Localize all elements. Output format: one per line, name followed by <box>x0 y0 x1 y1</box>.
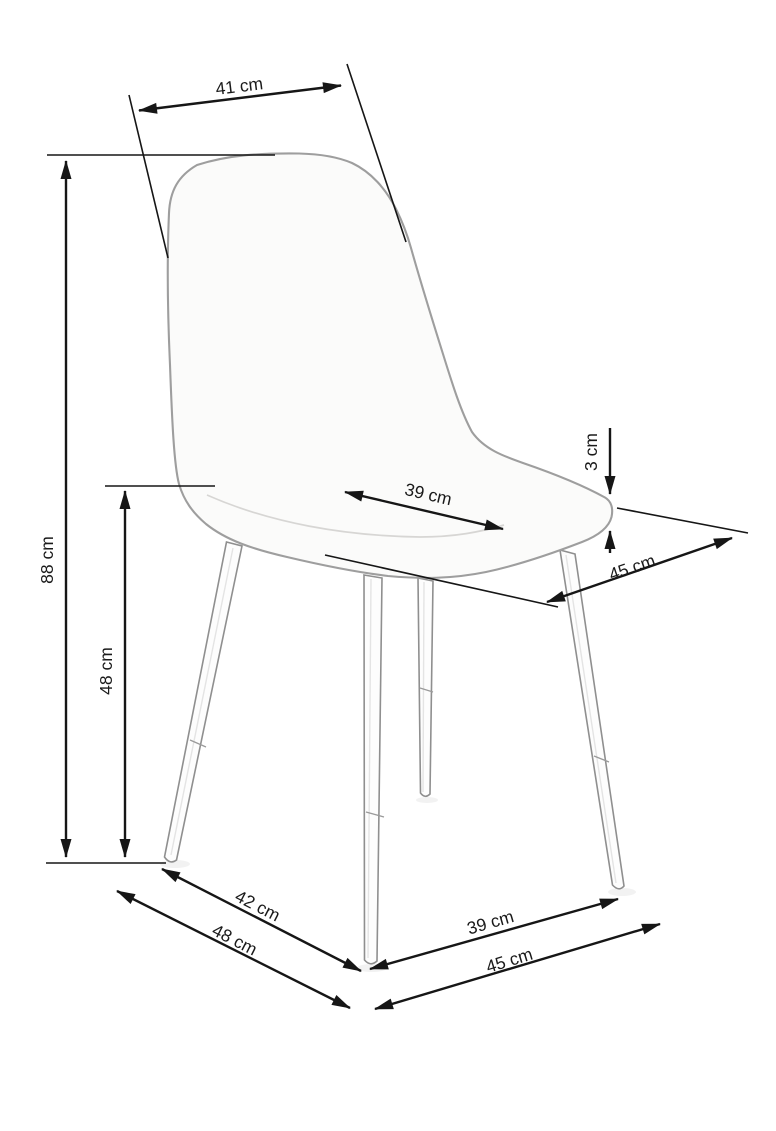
chair-leg-front-left <box>165 542 243 862</box>
foot-shadow <box>416 797 438 803</box>
chair-shell <box>168 153 612 577</box>
chair-leg-front-right <box>364 575 384 964</box>
dimension-label: 39 cm <box>464 906 517 939</box>
extension-line <box>129 95 168 258</box>
dimension-label: 48 cm <box>96 647 116 695</box>
dimension-label: 48 cm <box>208 919 261 960</box>
dimension-arrow <box>162 869 361 971</box>
dimension-label: 45 cm <box>606 550 658 585</box>
dimension-base-front-outer <box>375 924 660 1009</box>
dimension-base-side-outer <box>117 891 350 1008</box>
dimension-label: 3 cm <box>581 433 601 471</box>
chair-drawing <box>160 153 636 972</box>
dimension-label: 88 cm <box>37 536 57 584</box>
dimension-label: 41 cm <box>214 73 265 99</box>
dimension-label: 45 cm <box>483 943 535 977</box>
chair-leg-rear-left <box>418 578 433 796</box>
extension-line <box>617 508 748 533</box>
dimension-seat-height <box>96 486 215 857</box>
foot-shadow <box>608 888 636 896</box>
dimension-label: 42 cm <box>231 885 284 926</box>
dimension-label: 39 cm <box>402 479 454 510</box>
chair-leg-rear-right <box>560 550 624 889</box>
dimension-base-side-inner <box>162 869 361 971</box>
